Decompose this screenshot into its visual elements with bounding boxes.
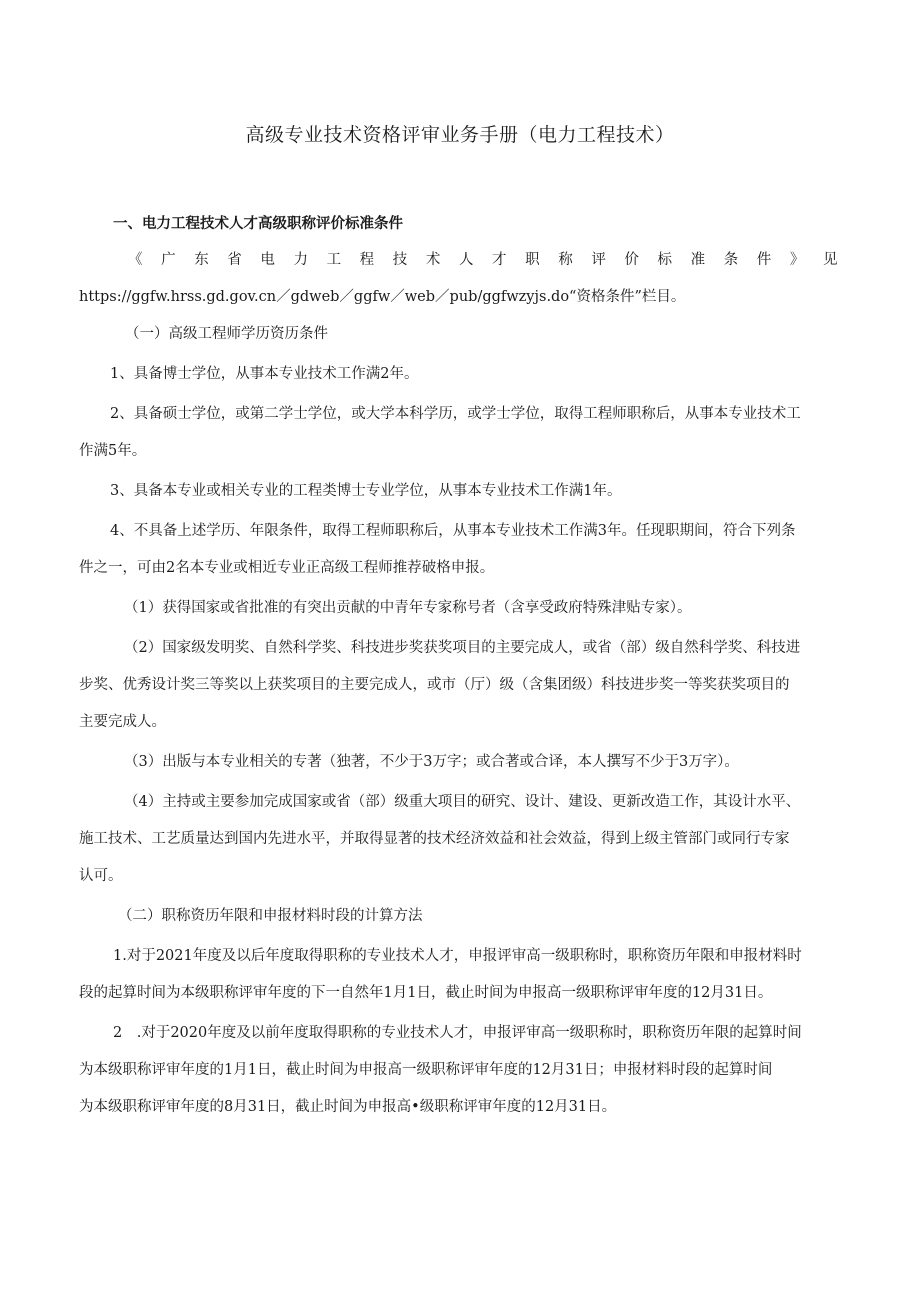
requirement-item-4-line-2: 件之一，可由2名本专业或相近专业正高级工程师推荐破格申报。 bbox=[79, 560, 495, 576]
intro-line-1-char: 程 bbox=[359, 252, 375, 268]
condition-2-line-3: 主要完成人。 bbox=[79, 714, 166, 730]
subsection-heading-1: （一）高级工程师学历资历条件 bbox=[125, 326, 328, 342]
intro-line-1 bbox=[128, 248, 838, 268]
intro-line-1-char: 标 bbox=[657, 252, 673, 268]
intro-line-1-char: 见 bbox=[823, 252, 838, 268]
calculation-2-line-1: 2 .对于2020年度及以前年度取得职称的专业技术人才，申报评审高一级职称时，职称资历年限的起算时间 bbox=[113, 1025, 802, 1041]
calculation-2-line-3: 为本级职称评审年度的8月31日，截止时间为申报高•级职称评审年度的12月31日。 bbox=[79, 1099, 617, 1115]
intro-line-1-char: 广 bbox=[161, 252, 176, 268]
requirement-item-2-line-2: 作满5年。 bbox=[79, 443, 147, 459]
intro-line-1-char: 《 bbox=[128, 252, 143, 268]
intro-line-1-char: 力 bbox=[293, 252, 308, 268]
document-title: 高级专业技术资格评审业务手册（电力工程技术） bbox=[245, 124, 675, 146]
requirement-item-3: 3、具备本专业或相关专业的工程类博士专业学位，从事本专业技术工作满1年。 bbox=[110, 483, 622, 499]
intro-line-1-char: 省 bbox=[227, 252, 242, 268]
intro-line-1-char: 准 bbox=[690, 252, 706, 268]
condition-2-line-1: （2）国家级发明奖、自然科学奖、科技进步奖获奖项目的主要完成人，或省（部）级自然科学奖、科技进 bbox=[124, 640, 801, 656]
intro-line-2: https://ggfw.hrss.gd.gov.cn／gdweb／ggfw／web／pub/ggfwzyjs.do“资格条件”栏目。 bbox=[79, 289, 686, 305]
intro-line-1-char: 电 bbox=[260, 252, 275, 268]
calculation-1-line-1: 1.对于2021年度及以后年度取得职称的专业技术人才，申报评审高一级职称时，职称资历年限和申报材料时 bbox=[113, 948, 802, 964]
intro-line-1-char: 价 bbox=[624, 252, 639, 268]
requirement-item-1: 1、具备博士学位，从事本专业技术工作满2年。 bbox=[110, 366, 419, 382]
intro-line-1-char: 才 bbox=[492, 252, 507, 268]
section-heading: 一、电力工程技术人才高级职称评价标准条件 bbox=[113, 216, 403, 232]
intro-line-1-char: 条 bbox=[723, 252, 739, 268]
condition-4-line-2: 施工技术、工艺质量达到国内先进水平，并取得显著的技术经济效益和社会效益，得到上级主管部门或同行专家 bbox=[79, 831, 790, 847]
intro-line-1-char: 称 bbox=[558, 252, 573, 268]
intro-line-1-char: 职 bbox=[525, 252, 540, 268]
intro-line-1-char: 技 bbox=[392, 252, 408, 268]
intro-line-1-char: 人 bbox=[458, 252, 474, 268]
intro-line-1-char: 工 bbox=[326, 252, 342, 268]
intro-line-1-char: 东 bbox=[194, 252, 209, 268]
calculation-2-line-2: 为本级职称评审年度的1月1日，截止时间为申报高一级职称评审年度的12月31日；申报材料时段的起算时间 bbox=[79, 1062, 773, 1078]
requirement-item-2-line-1: 2、具备硕士学位，或第二学士学位，或大学本科学历，或学士学位，取得工程师职称后，从事本专业技术工 bbox=[110, 406, 801, 422]
calculation-1-line-2: 段的起算时间为本级职称评审年度的下一自然年1月1日，截止时间为申报高一级职称评审年度的12月31日。 bbox=[79, 985, 773, 1001]
intro-line-1-char: 件 bbox=[756, 252, 772, 268]
intro-line-1-char: 》 bbox=[789, 252, 805, 268]
condition-4-line-3: 认可。 bbox=[79, 868, 123, 884]
subsection-heading-2: （二）职称资历年限和申报材料时段的计算方法 bbox=[118, 908, 423, 924]
requirement-item-4-line-1: 4、不具备上述学历、年限条件，取得工程师职称后，从事本专业技术工作满3年。任现职期间，符合下列条 bbox=[110, 523, 796, 539]
condition-4-line-1: （4）主持或主要参加完成国家或省（部）级重大项目的研究、设计、建设、更新改造工作，其设计水平、 bbox=[124, 794, 801, 810]
intro-line-1-char: 术 bbox=[425, 252, 441, 268]
condition-2-line-2: 步奖、优秀设计奖三等奖以上获奖项目的主要完成人，或市（厅）级（含集团级）科技进步奖一等奖获奖项目的 bbox=[79, 677, 790, 693]
intro-line-1-char: 评 bbox=[591, 252, 606, 268]
condition-1: （1）获得国家或省批准的有突出贡献的中青年专家称号者（含享受政府特殊津贴专家）。 bbox=[124, 600, 692, 616]
condition-3: （3）出版与本专业相关的专著（独著，不少于3万字；或合著或合译，本人撰写不少于3万字）。 bbox=[124, 754, 739, 770]
